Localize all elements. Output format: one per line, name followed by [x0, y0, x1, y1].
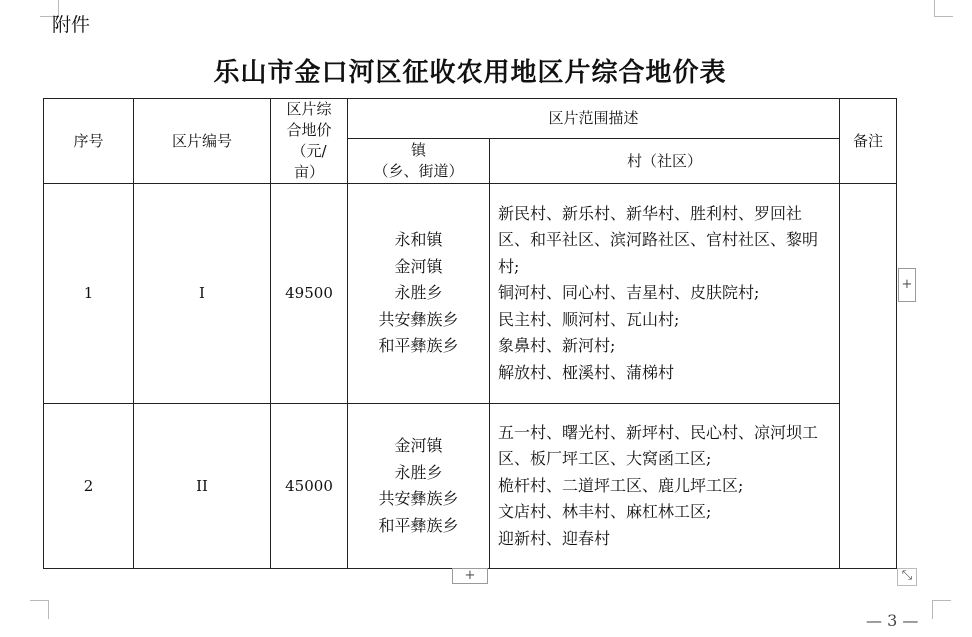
village-group: 铜河村、同心村、吉星村、皮肤院村;	[498, 283, 760, 303]
crop-mark-top-right	[934, 0, 953, 17]
cell-price[interactable]: 45000	[271, 404, 348, 569]
document-title: 乐山市金口河区征收农用地区片综合地价表	[213, 58, 727, 88]
village-group: 五一村、曙光村、新坪村、民心村、凉河坝工区、板厂坪工区、大窝函工区;	[498, 422, 819, 469]
village-group: 文店村、林丰村、麻杠林工区;	[498, 502, 712, 522]
header-price-line: 亩）	[293, 163, 324, 181]
village-group: 迎新村、迎春村	[498, 528, 611, 548]
cell-villages[interactable]	[490, 184, 840, 404]
town-item: 和平彝族乡	[378, 515, 459, 535]
village-group: 民主村、顺河村、瓦山村;	[498, 309, 680, 329]
town-item: 永和镇	[394, 230, 443, 250]
resize-table-icon[interactable]: ⤡	[897, 568, 917, 586]
header-remark[interactable]: 备注	[840, 99, 897, 184]
page-number: — 3 —	[866, 611, 919, 630]
cell-seq[interactable]: 2	[44, 404, 134, 569]
town-item: 金河镇	[394, 436, 443, 455]
cell-zone-code[interactable]: II	[134, 404, 271, 569]
town-item: 共安彝族乡	[378, 309, 459, 329]
header-row-1	[44, 99, 897, 139]
header-zone-code[interactable]: 区片编号	[134, 99, 271, 184]
town-item: 金河镇	[394, 256, 443, 276]
header-seq[interactable]: 序号	[44, 99, 134, 184]
land-price-table[interactable]	[43, 98, 897, 569]
header-village[interactable]: 村（社区）	[490, 139, 840, 184]
header-price-line: 合地价	[286, 121, 332, 139]
add-column-button[interactable]: +	[898, 268, 916, 302]
crop-mark-bottom-right	[932, 600, 951, 619]
town-item: 共安彝族乡	[378, 489, 459, 508]
header-scope[interactable]: 区片范围描述	[348, 99, 840, 139]
village-group: 新民村、新乐村、新华村、胜利村、罗回社区、和平社区、滨河路社区、官村社区、黎明村;	[498, 203, 819, 276]
cell-price[interactable]: 49500	[271, 184, 348, 404]
village-group: 解放村、桠溪村、蒲梯村	[498, 362, 675, 382]
cell-towns[interactable]	[348, 404, 490, 569]
village-group: 象鼻村、新河村;	[498, 336, 616, 356]
village-group: 桅杆村、二道坪工区、鹿儿坪工区;	[498, 475, 744, 495]
header-town-line: 镇	[410, 141, 426, 160]
header-town-line: （乡、街道）	[373, 162, 464, 181]
add-row-button[interactable]: +	[452, 568, 488, 584]
cell-zone-code[interactable]: I	[134, 184, 271, 404]
cell-villages[interactable]	[490, 404, 840, 569]
header-price[interactable]	[271, 99, 348, 184]
crop-mark-bottom-left	[30, 600, 49, 619]
header-price-line: （元/	[291, 142, 327, 160]
town-item: 永胜乡	[394, 283, 443, 303]
cell-towns[interactable]	[348, 184, 490, 404]
cell-remark[interactable]	[840, 184, 897, 569]
town-item: 和平彝族乡	[378, 336, 459, 356]
table-row	[44, 184, 897, 404]
header-price-line: 区片综	[286, 100, 332, 118]
annex-label: 附件	[52, 14, 91, 36]
cell-seq[interactable]: 1	[44, 184, 134, 404]
table-row	[44, 404, 897, 569]
header-town[interactable]	[348, 139, 490, 184]
town-item: 永胜乡	[394, 462, 443, 482]
